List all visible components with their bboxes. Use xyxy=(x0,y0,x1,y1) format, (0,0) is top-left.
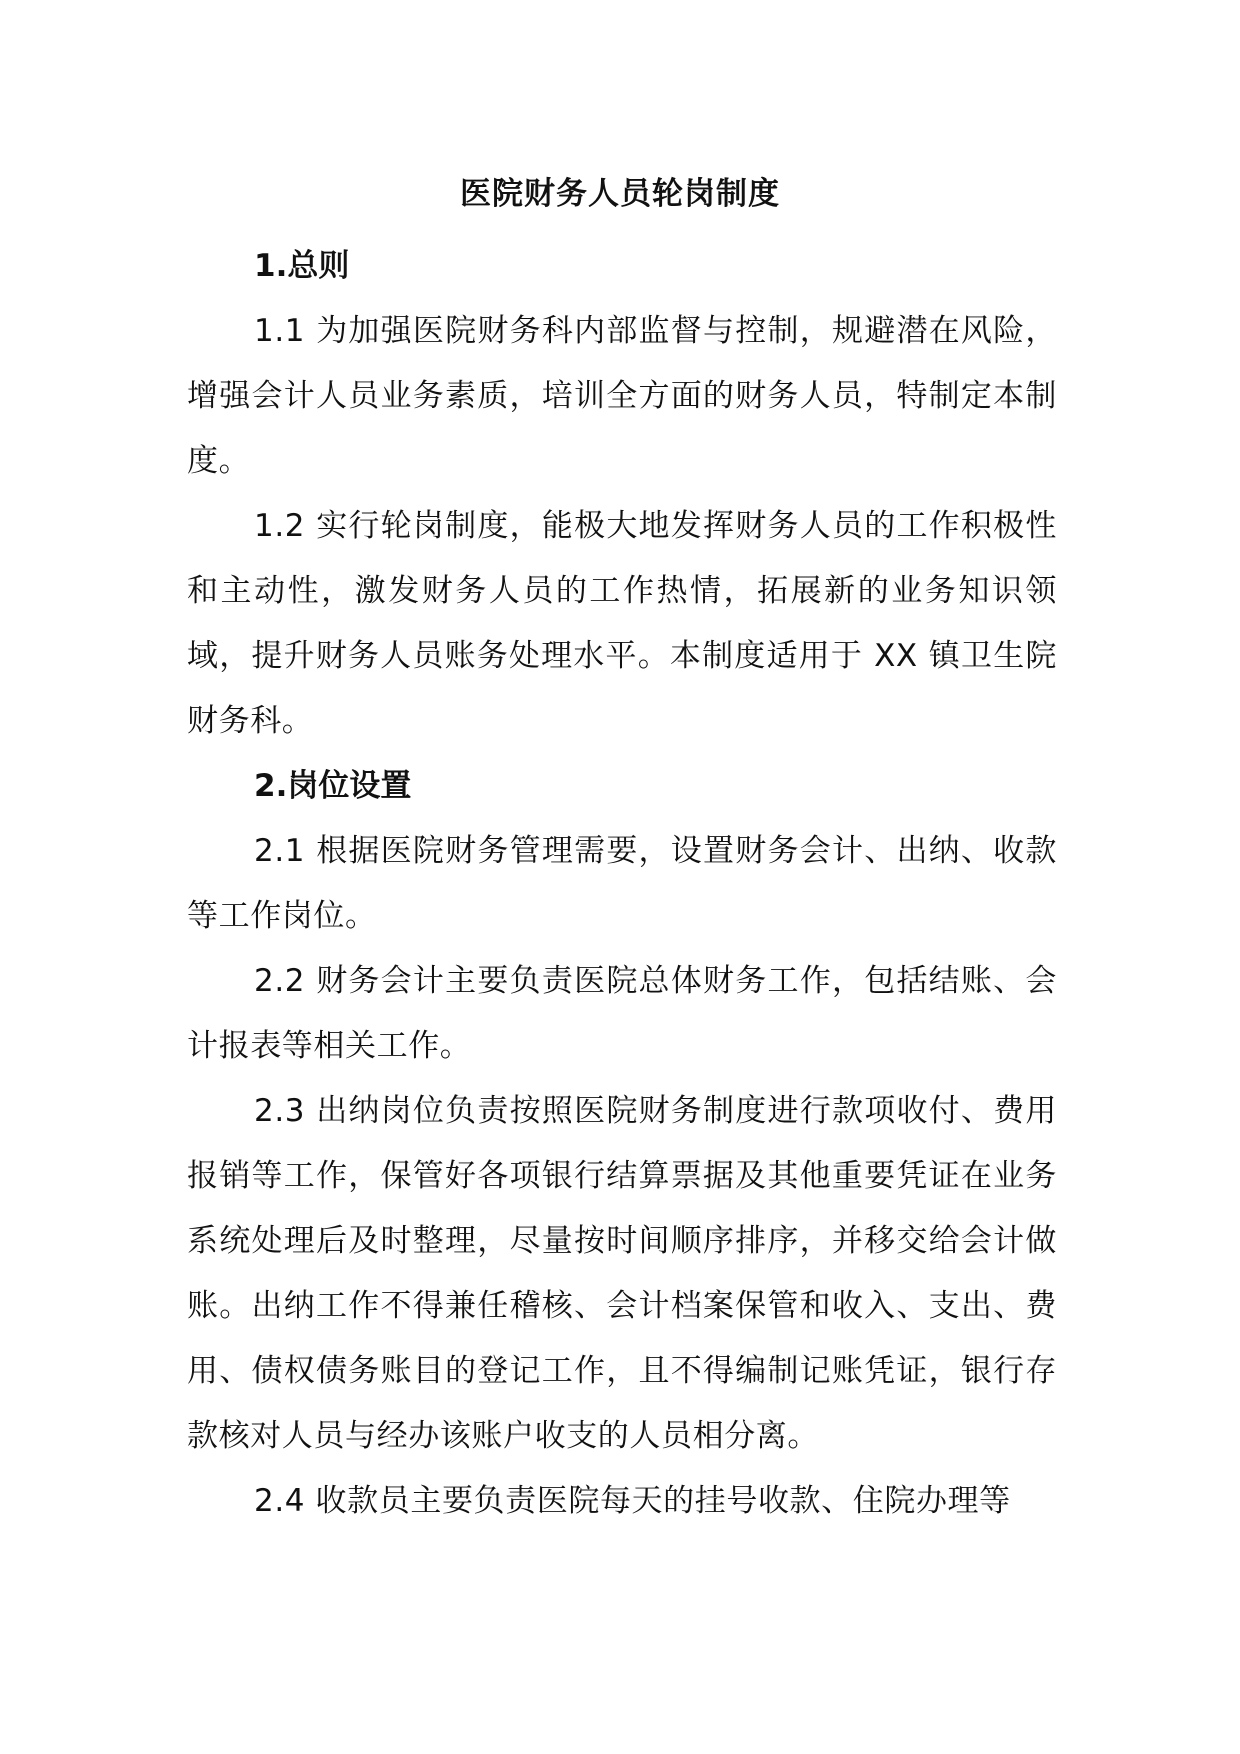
paragraph-2-2: 2.2 财务会计主要负责医院总体财务工作，包括结账、会计报表等相关工作。 xyxy=(187,963,1057,1064)
paragraph-1-1: 1.1 为加强医院财务科内部监督与控制，规避潜在风险，增强会计人员业务素质，培训全方面的财务人员，特制定本制度。 xyxy=(187,313,1057,479)
paragraph-2-4: 2.4 收款员主要负责医院每天的挂号收款、住院办理等 xyxy=(254,1483,1011,1519)
section-heading-general: 1.总则 xyxy=(254,248,350,284)
paragraph-2-3: 2.3 出纳岗位负责按照医院财务制度进行款项收付、费用报销等工作，保管好各项银行结算票据及其他重要凭证在业务系统处理后及时整理，尽量按时间顺序排序，并移交给会计做账。出纳工作不得兼任稽核、会计档案保管和收入、支出、费用、债权债务账目的登记工作，且不得编制记账凭证，银行存款核对人员与经办该账户收支的人员相分离。 xyxy=(187,1093,1057,1454)
section-heading-positions: 2.岗位设置 xyxy=(254,768,412,804)
paragraph-2-1: 2.1 根据医院财务管理需要，设置财务会计、出纳、收款等工作岗位。 xyxy=(187,833,1057,934)
document-title: 医院财务人员轮岗制度 xyxy=(460,176,780,212)
document-body xyxy=(187,234,1057,1534)
paragraph-1-2: 1.2 实行轮岗制度，能极大地发挥财务人员的工作积极性和主动性，激发财务人员的工作热情，拓展新的业务知识领域，提升财务人员账务处理水平。本制度适用于 XX 镇卫生院财务科。 xyxy=(187,508,1057,739)
